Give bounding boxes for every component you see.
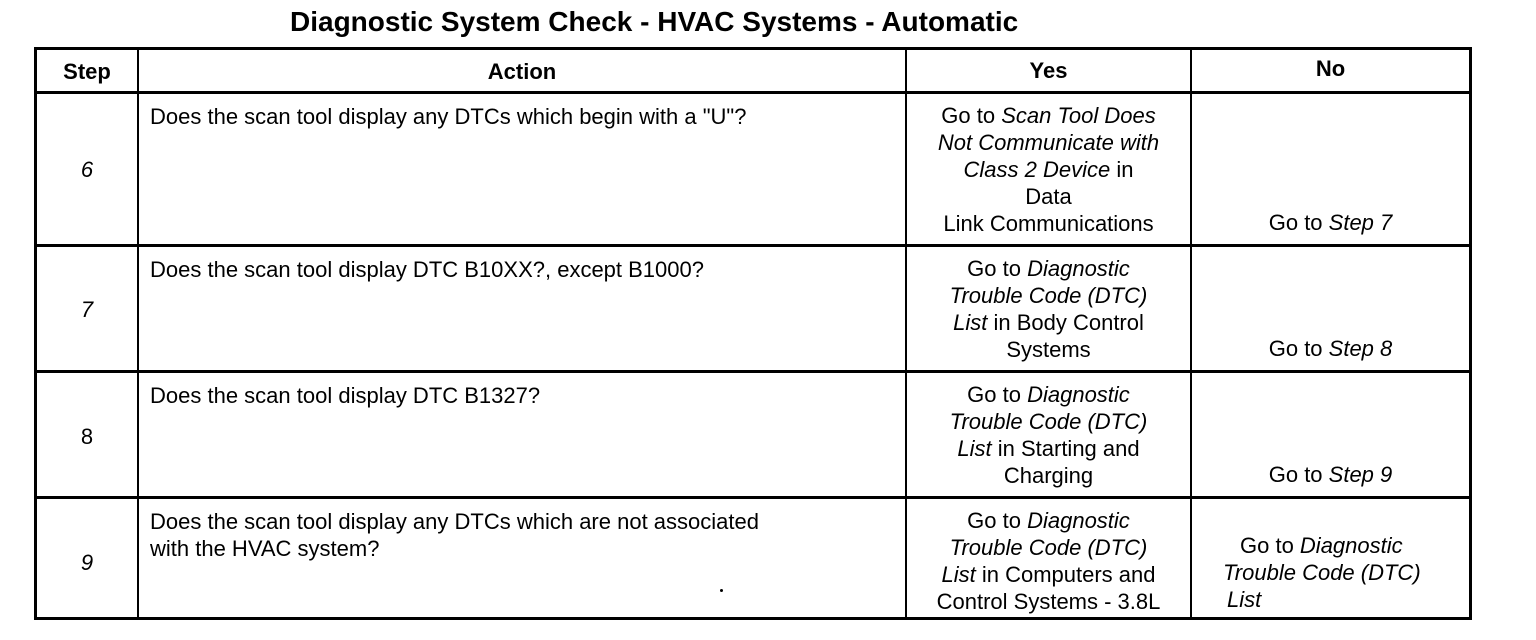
column-divider	[137, 50, 139, 617]
step-reference: Step 8	[1328, 336, 1393, 361]
no-cell: Go to Step 7	[1268, 210, 1393, 235]
action-text: Does the scan tool display DTC B10XX?, except B1000?	[150, 257, 704, 282]
reference-link: Diagnostic	[1027, 382, 1130, 407]
reference-link: Not Communicate with	[937, 130, 1160, 155]
header-action: Action	[487, 59, 557, 84]
step-number: 9	[80, 550, 94, 575]
reference-link: List	[941, 562, 976, 587]
scan-speck	[720, 589, 723, 592]
row-divider	[37, 370, 1469, 373]
yes-cell: Go to Scan Tool Does Not Communicate with Class 2 Device in Data Link Communications	[937, 103, 1160, 236]
yes-cell: Go to Diagnostic Trouble Code (DTC) List in Body Control Systems	[949, 256, 1148, 362]
reference-link: Scan Tool Does	[1001, 103, 1156, 128]
diagnostic-table	[34, 47, 1472, 620]
header-step: Step	[63, 59, 111, 84]
action-text: Does the scan tool display any DTCs which are not associated with the HVAC system?	[150, 509, 759, 561]
step-number: 6	[80, 157, 94, 182]
reference-link: List	[953, 310, 988, 335]
header-yes: Yes	[1029, 58, 1068, 83]
reference-link: Diagnostic	[1027, 256, 1130, 281]
page-title: Diagnostic System Check - HVAC Systems - Automatic	[290, 6, 1019, 37]
step-number: 8	[80, 424, 94, 449]
row-divider	[37, 91, 1469, 94]
step-reference: Step 9	[1328, 462, 1393, 487]
yes-cell: Go to Diagnostic Trouble Code (DTC) List in Computers and Control Systems - 3.8L	[936, 508, 1161, 614]
no-cell: Go to Step 8	[1268, 336, 1393, 361]
action-text: Does the scan tool display DTC B1327?	[150, 383, 541, 408]
reference-link: Trouble Code (DTC)	[949, 535, 1148, 560]
step-reference: Step 7	[1328, 210, 1393, 235]
header-no: No	[1315, 56, 1346, 81]
yes-cell: Go to Diagnostic Trouble Code (DTC) List in Starting and Charging	[949, 382, 1148, 488]
reference-link: List	[957, 436, 992, 461]
no-cell: Go to Diagnostic Trouble Code (DTC) List	[1223, 533, 1421, 612]
reference-link: Class 2 Device	[963, 157, 1111, 182]
reference-link: Trouble Code (DTC)	[1223, 560, 1421, 585]
step-number: 7	[80, 297, 94, 322]
reference-link: Diagnostic	[1299, 533, 1403, 558]
reference-link: List	[1227, 587, 1262, 612]
reference-link: Trouble Code (DTC)	[949, 283, 1148, 308]
row-divider	[37, 496, 1469, 499]
column-divider	[1190, 50, 1192, 617]
action-text: Does the scan tool display any DTCs which begin with a "U"?	[150, 104, 747, 129]
no-cell: Go to Step 9	[1268, 462, 1393, 487]
reference-link: Diagnostic	[1027, 508, 1130, 533]
row-divider	[37, 244, 1469, 247]
reference-link: Trouble Code (DTC)	[949, 409, 1148, 434]
